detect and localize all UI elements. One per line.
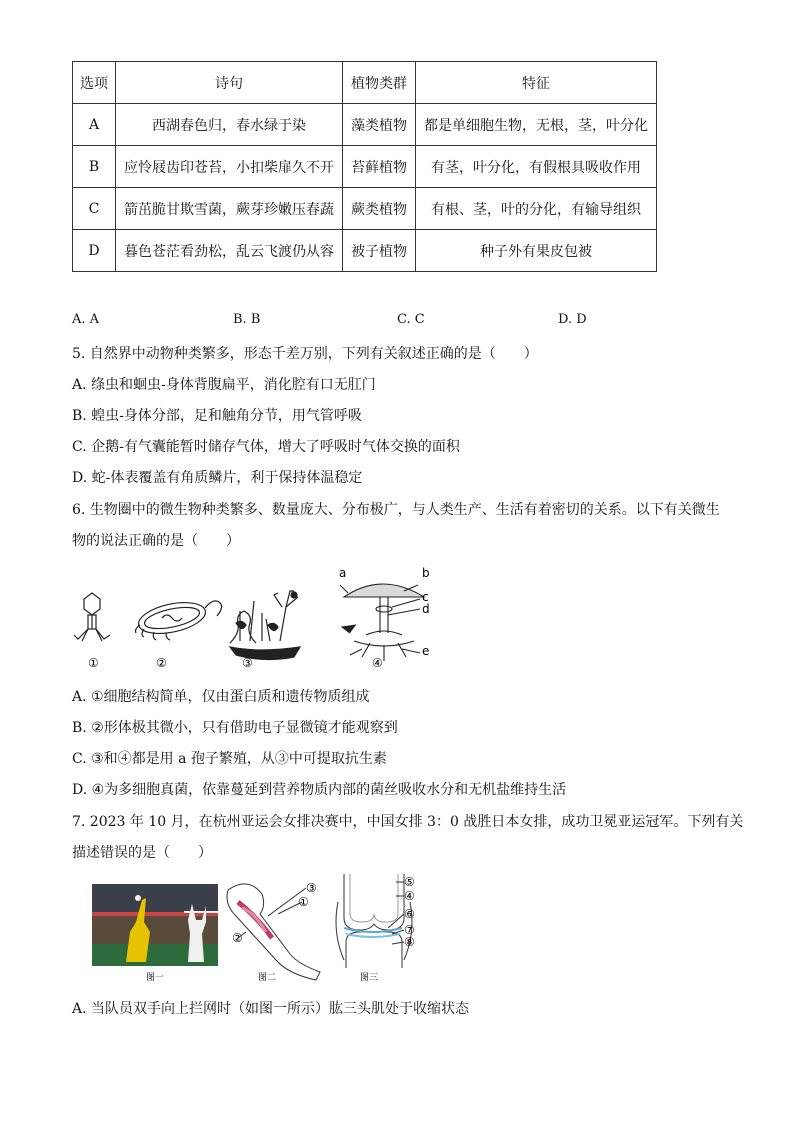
table-row bbox=[73, 146, 657, 188]
table-header: 选项 bbox=[73, 62, 116, 104]
q5-option-a: A. 绦虫和蛔虫-身体背腹扁平，消化腔有口无肛门 bbox=[72, 377, 376, 393]
table-row bbox=[73, 104, 657, 146]
figure-label-4: ④ bbox=[372, 656, 383, 670]
table-header: 特征 bbox=[416, 62, 657, 104]
q7-option-a: A. 当队员双手向上拦网时（如图一所示）肱三头肌处于收缩状态 bbox=[72, 1001, 470, 1017]
table-cell: 种子外有果皮包被 bbox=[416, 230, 657, 272]
table-cell: 都是单细胞生物，无根，茎，叶分化 bbox=[416, 104, 657, 146]
q7-stem-line2: 描述错误的是（ ） bbox=[72, 845, 212, 861]
figure-label-2: ② bbox=[156, 656, 167, 670]
table-cell: 箭茁脆甘欺雪菌，蕨芽珍嫩压春蔬 bbox=[116, 188, 343, 230]
table-cell: 被子植物 bbox=[343, 230, 416, 272]
q5-option-b: B. 蝗虫-身体分部，足和触角分节，用气管呼吸 bbox=[72, 408, 362, 424]
virus-drawing bbox=[74, 593, 110, 641]
joint-label-8: ⑧ bbox=[404, 935, 415, 949]
joint-label-4: ④ bbox=[404, 889, 415, 903]
figure-caption-1: 图一 bbox=[146, 973, 165, 983]
option-c: C. C bbox=[397, 312, 425, 327]
table-cell: C bbox=[73, 188, 116, 230]
joint-drawing bbox=[336, 874, 412, 968]
joint-label-7: ⑦ bbox=[404, 923, 415, 937]
table-cell: 蕨类植物 bbox=[343, 188, 416, 230]
table-cell: 暮色苍茫看劲松，乱云飞渡仍从容 bbox=[116, 230, 343, 272]
arm-label-3: ③ bbox=[306, 881, 317, 895]
table-cell: 有根、茎，叶的分化，有输导组织 bbox=[416, 188, 657, 230]
joint-label-6: ⑥ bbox=[404, 907, 415, 921]
volleyball-photo bbox=[92, 884, 218, 966]
option-b: B. B bbox=[233, 312, 261, 327]
joint-label-5: ⑤ bbox=[404, 875, 415, 889]
table-cell: 藻类植物 bbox=[343, 104, 416, 146]
mushroom-label-b: b bbox=[422, 566, 430, 580]
table-cell: 应怜屐齿印苍苔，小扣柴扉久不开 bbox=[116, 146, 343, 188]
figure-label-3: ③ bbox=[242, 656, 253, 670]
q6-stem-line1: 6. 生物圈中的微生物种类繁多、数量庞大、分布极广，与人类生产、生活有着密切的关系。以下有关微生 bbox=[72, 502, 720, 518]
table-header: 植物类群 bbox=[343, 62, 416, 104]
q6-option-a: A. ①细胞结构简单，仅由蛋白质和遗传物质组成 bbox=[72, 689, 370, 705]
volleyball-figures bbox=[92, 872, 422, 984]
mushroom-drawing bbox=[340, 584, 424, 661]
mushroom-label-e: e bbox=[422, 644, 430, 658]
option-a: A. A bbox=[72, 312, 100, 327]
bacterium-drawing bbox=[136, 597, 222, 640]
arm-label-2: ② bbox=[232, 931, 243, 945]
table-cell: B bbox=[73, 146, 116, 188]
arm-label-1: ① bbox=[298, 895, 309, 909]
mold-drawing bbox=[230, 591, 300, 660]
q7-stem-line1: 7. 2023 年 10 月，在杭州亚运会女排决赛中，中国女排 3：0 战胜日本女排，成功卫冕亚运冠军。下列有关 bbox=[72, 814, 744, 830]
table-cell: 有茎，叶分化，有假根具吸收作用 bbox=[416, 146, 657, 188]
mushroom-label-c: c bbox=[422, 590, 429, 604]
q5-stem: 5. 自然界中动物种类繁多，形态千差万别，下列有关叙述正确的是（ ） bbox=[72, 346, 538, 362]
mushroom-label-a: a bbox=[339, 566, 347, 580]
q6-option-b: B. ②形体极其微小，只有借助电子显微镜才能观察到 bbox=[72, 720, 398, 736]
q6-stem-line2: 物的说法正确的是（ ） bbox=[72, 533, 240, 549]
microorganism-figure bbox=[70, 563, 440, 673]
table-header: 诗句 bbox=[116, 62, 343, 104]
q5-option-d: D. 蛇-体表覆盖有角质鳞片，利于保持体温稳定 bbox=[72, 470, 363, 486]
table-cell: 苔藓植物 bbox=[343, 146, 416, 188]
option-d: D. D bbox=[558, 312, 587, 327]
q5-option-c: C. 企鹅-有气囊能暂时储存气体，增大了呼吸时气体交换的面积 bbox=[72, 439, 460, 455]
table-row bbox=[73, 188, 657, 230]
figure-label-1: ① bbox=[88, 656, 99, 670]
table-cell: 西湖春色归，春水绿于染 bbox=[116, 104, 343, 146]
table-row bbox=[73, 230, 657, 272]
figure-caption-3: 图三 bbox=[360, 973, 379, 983]
question-table bbox=[72, 61, 657, 272]
table-cell: A bbox=[73, 104, 116, 146]
mushroom-label-d: d bbox=[422, 602, 430, 616]
figure-caption-2: 图二 bbox=[258, 973, 277, 983]
q6-option-c: C. ③和④都是用 a 孢子繁殖，从③中可提取抗生素 bbox=[72, 751, 387, 767]
table-header-row bbox=[73, 62, 657, 104]
table-cell: D bbox=[73, 230, 116, 272]
q6-option-d: D. ④为多细胞真菌，依靠蔓延到营养物质内部的菌丝吸收水分和无机盐维持生活 bbox=[72, 782, 567, 798]
